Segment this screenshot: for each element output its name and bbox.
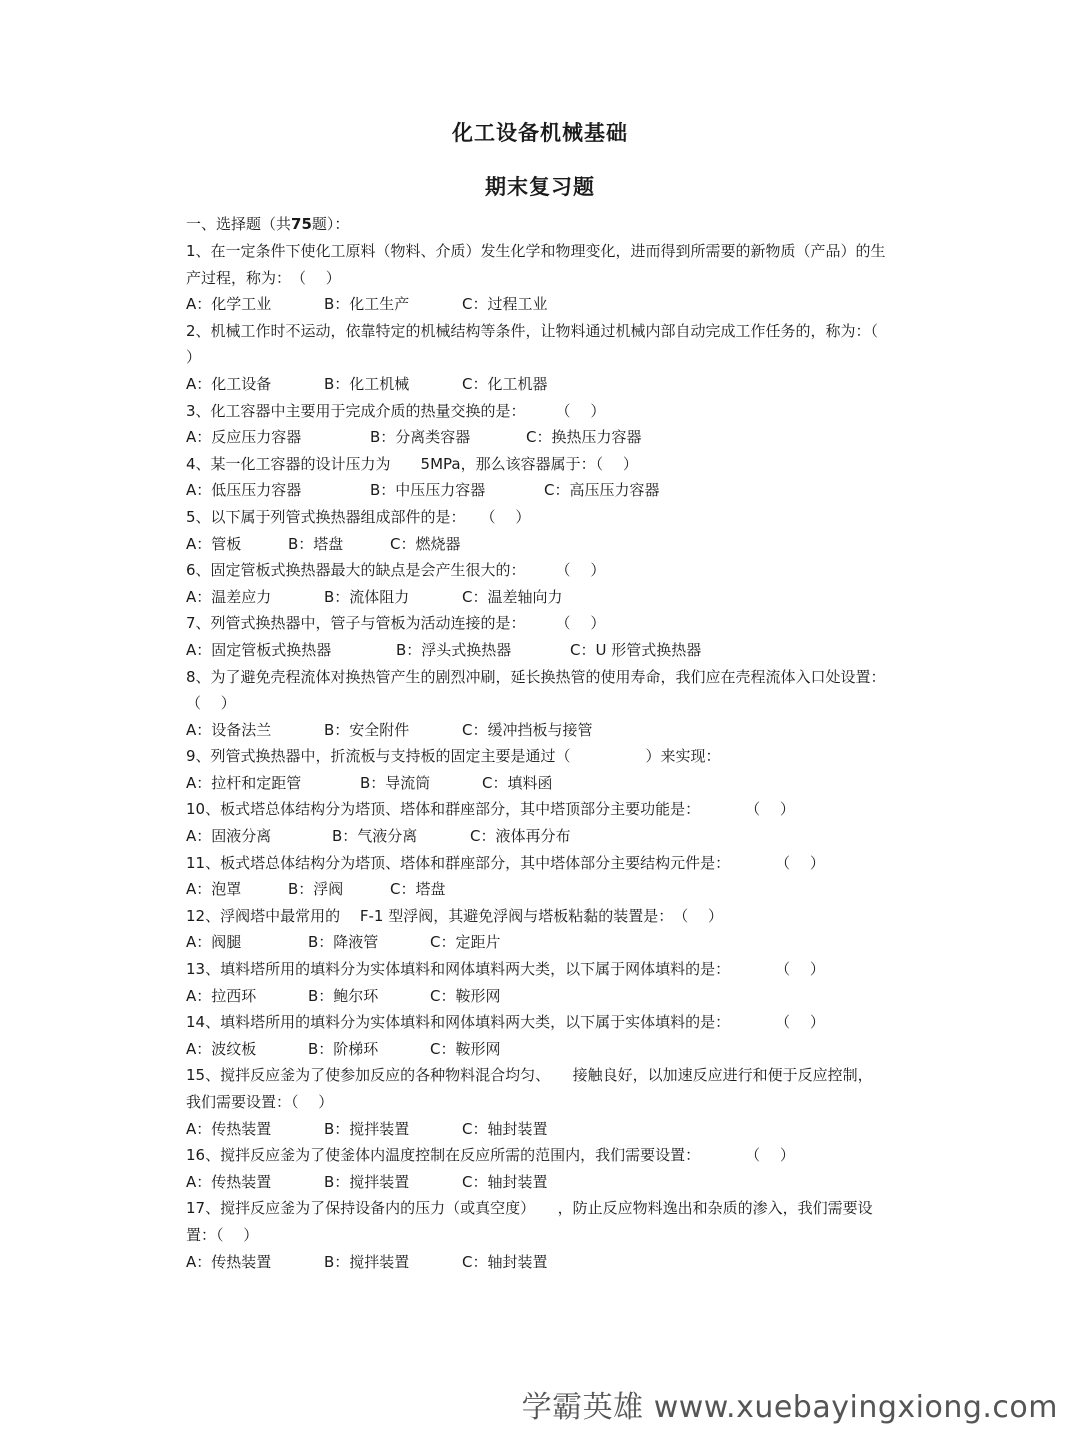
- option-a: A：拉杆和定距管: [186, 773, 302, 792]
- option-a: A：反应压力容器: [186, 428, 302, 447]
- option-c: C：U 形管式换热器: [570, 640, 702, 659]
- option-c: C：塔盘: [390, 880, 446, 899]
- option-a: A：化学工业: [186, 295, 272, 314]
- option-a: A：低压压力容器: [186, 481, 302, 500]
- question-text: 2、机械工作时不运动，依靠特定的机械结构等条件，让物料通过机械内部自动完成工作任务的，称为：（ ）: [186, 321, 898, 367]
- option-a: A：阀腿: [186, 933, 242, 952]
- question-list: [186, 238, 898, 1275]
- option-b: B：导流筒: [360, 773, 431, 792]
- option-b: B：化工机械: [324, 374, 410, 393]
- option-row: [186, 531, 886, 558]
- option-row: [186, 424, 886, 451]
- question-text: 16、搅拌反应釜为了使釜体内温度控制在反应所需的范围内，我们需要设置： （ ）: [186, 1146, 795, 1165]
- option-b: B：中压压力容器: [370, 481, 486, 500]
- option-a: A：传热装置: [186, 1172, 272, 1191]
- document-subtitle: 期末复习题: [485, 175, 595, 199]
- question-text: 6、固定管板式换热器最大的缺点是会产生很大的： （ ）: [186, 561, 606, 580]
- option-c: C：过程工业: [462, 295, 548, 314]
- option-a: A：温差应力: [186, 587, 272, 606]
- option-c: C：燃烧器: [390, 534, 461, 553]
- option-a: A：固定管板式换热器: [186, 640, 332, 659]
- option-row: [186, 637, 886, 664]
- option-c: C：液体再分布: [470, 827, 571, 846]
- option-row: [186, 1249, 886, 1276]
- document-title: 化工设备机械基础: [452, 121, 628, 145]
- option-c: C：鞍形网: [430, 1039, 501, 1058]
- question-text: 10、板式塔总体结构分为塔顶、塔体和群座部分，其中塔顶部分主要功能是： （ ）: [186, 800, 795, 819]
- option-row: [186, 371, 886, 398]
- site-watermark: 学霸英雄 www.xuebayingxiong.com: [521, 1390, 1058, 1425]
- option-c: C：轴封装置: [462, 1172, 548, 1191]
- option-b: B：浮头式换热器: [396, 640, 512, 659]
- option-a: A：泡罩: [186, 880, 242, 899]
- option-c: C：鞍形网: [430, 986, 501, 1005]
- option-row: [186, 876, 886, 903]
- option-row: [186, 770, 886, 797]
- question-text: 3、化工容器中主要用于完成介质的热量交换的是： （ ）: [186, 401, 606, 420]
- option-row: [186, 983, 886, 1010]
- option-row: [186, 1169, 886, 1196]
- option-a: A：设备法兰: [186, 720, 272, 739]
- option-row: [186, 717, 886, 744]
- question-text: 4、某一化工容器的设计压力为 5MPa，那么该容器属于：（ ）: [186, 454, 638, 473]
- option-b: B：搅拌装置: [324, 1119, 410, 1138]
- option-a: A：传热装置: [186, 1119, 272, 1138]
- option-c: C：定距片: [430, 933, 501, 952]
- option-c: C：轴封装置: [462, 1252, 548, 1271]
- section-suffix: 题）：: [311, 215, 350, 233]
- option-row: [186, 1036, 886, 1063]
- option-c: C：缓冲挡板与接管: [462, 720, 593, 739]
- section-count: 75: [291, 215, 312, 233]
- question-text: 7、列管式换热器中，管子与管板为活动连接的是： （ ）: [186, 614, 606, 633]
- option-c: C：化工机器: [462, 374, 548, 393]
- option-b: B：降液管: [308, 933, 379, 952]
- question-text: 15、搅拌反应釜为了使参加反应的各种物料混合均匀、 接触良好，以加速反应进行和便于反应控制，我们需要设置：（ ）: [186, 1066, 873, 1111]
- option-c: C：轴封装置: [462, 1119, 548, 1138]
- section-heading: [186, 213, 349, 234]
- option-b: B：分离类容器: [370, 428, 471, 447]
- option-row: [186, 584, 886, 611]
- option-row: [186, 291, 886, 318]
- option-b: B：塔盘: [288, 534, 344, 553]
- option-c: C：换热压力容器: [526, 428, 642, 447]
- option-b: B：搅拌装置: [324, 1252, 410, 1271]
- option-b: B：浮阀: [288, 880, 344, 899]
- option-b: B：安全附件: [324, 720, 410, 739]
- option-a: A：波纹板: [186, 1039, 257, 1058]
- question-text: 5、以下属于列管式换热器组成部件的是： （ ）: [186, 507, 531, 526]
- option-c: C：高压压力容器: [544, 481, 660, 500]
- option-b: B：阶梯环: [308, 1039, 379, 1058]
- question-text: 1、在一定条件下使化工原料（物料、介质）发生化学和物理变化，进而得到所需要的新物质（产品）的生产过程，称为： （ ）: [186, 242, 886, 287]
- option-row: [186, 929, 886, 956]
- question-text: 9、列管式换热器中，折流板与支持板的固定主要是通过（ ）来实现：: [186, 747, 721, 766]
- question-text: 11、板式塔总体结构分为塔顶、塔体和群座部分，其中塔体部分主要结构元件是： （ ）: [186, 853, 825, 872]
- option-b: B：搅拌装置: [324, 1172, 410, 1191]
- question-text: 13、填料塔所用的填料分为实体填料和网体填料两大类，以下属于网体填料的是： （ ）: [186, 960, 825, 979]
- section-prefix: 一、选择题（共: [186, 215, 292, 233]
- option-row: [186, 823, 886, 850]
- option-row: [186, 477, 886, 504]
- option-a: A：固液分离: [186, 827, 272, 846]
- option-b: B：鲍尔环: [308, 986, 379, 1005]
- option-a: A：管板: [186, 534, 242, 553]
- option-c: C：填料函: [482, 773, 553, 792]
- option-a: A：拉西环: [186, 986, 257, 1005]
- question-text: 14、填料塔所用的填料分为实体填料和网体填料两大类，以下属于实体填料的是： （ ）: [186, 1013, 825, 1032]
- option-a: A：传热装置: [186, 1252, 272, 1271]
- option-a: A：化工设备: [186, 374, 272, 393]
- option-b: B：气液分离: [332, 827, 418, 846]
- question-text: 12、浮阀塔中最常用的 F-1 型浮阀，其避免浮阀与塔板粘黏的装置是： （ ）: [186, 906, 723, 925]
- option-b: B：化工生产: [324, 295, 410, 314]
- question-text: 17、搅拌反应釜为了保持设备内的压力（或真空度） ，防止反应物料逸出和杂质的渗入，我们需要设置：（ ）: [186, 1199, 873, 1244]
- option-b: B：流体阻力: [324, 587, 410, 606]
- option-c: C：温差轴向力: [462, 587, 563, 606]
- question-text: 8、为了避免壳程流体对换热管产生的剧烈冲刷，延长换热管的使用寿命，我们应在壳程流体入口处设置：（ ）: [186, 667, 886, 713]
- option-row: [186, 1116, 886, 1143]
